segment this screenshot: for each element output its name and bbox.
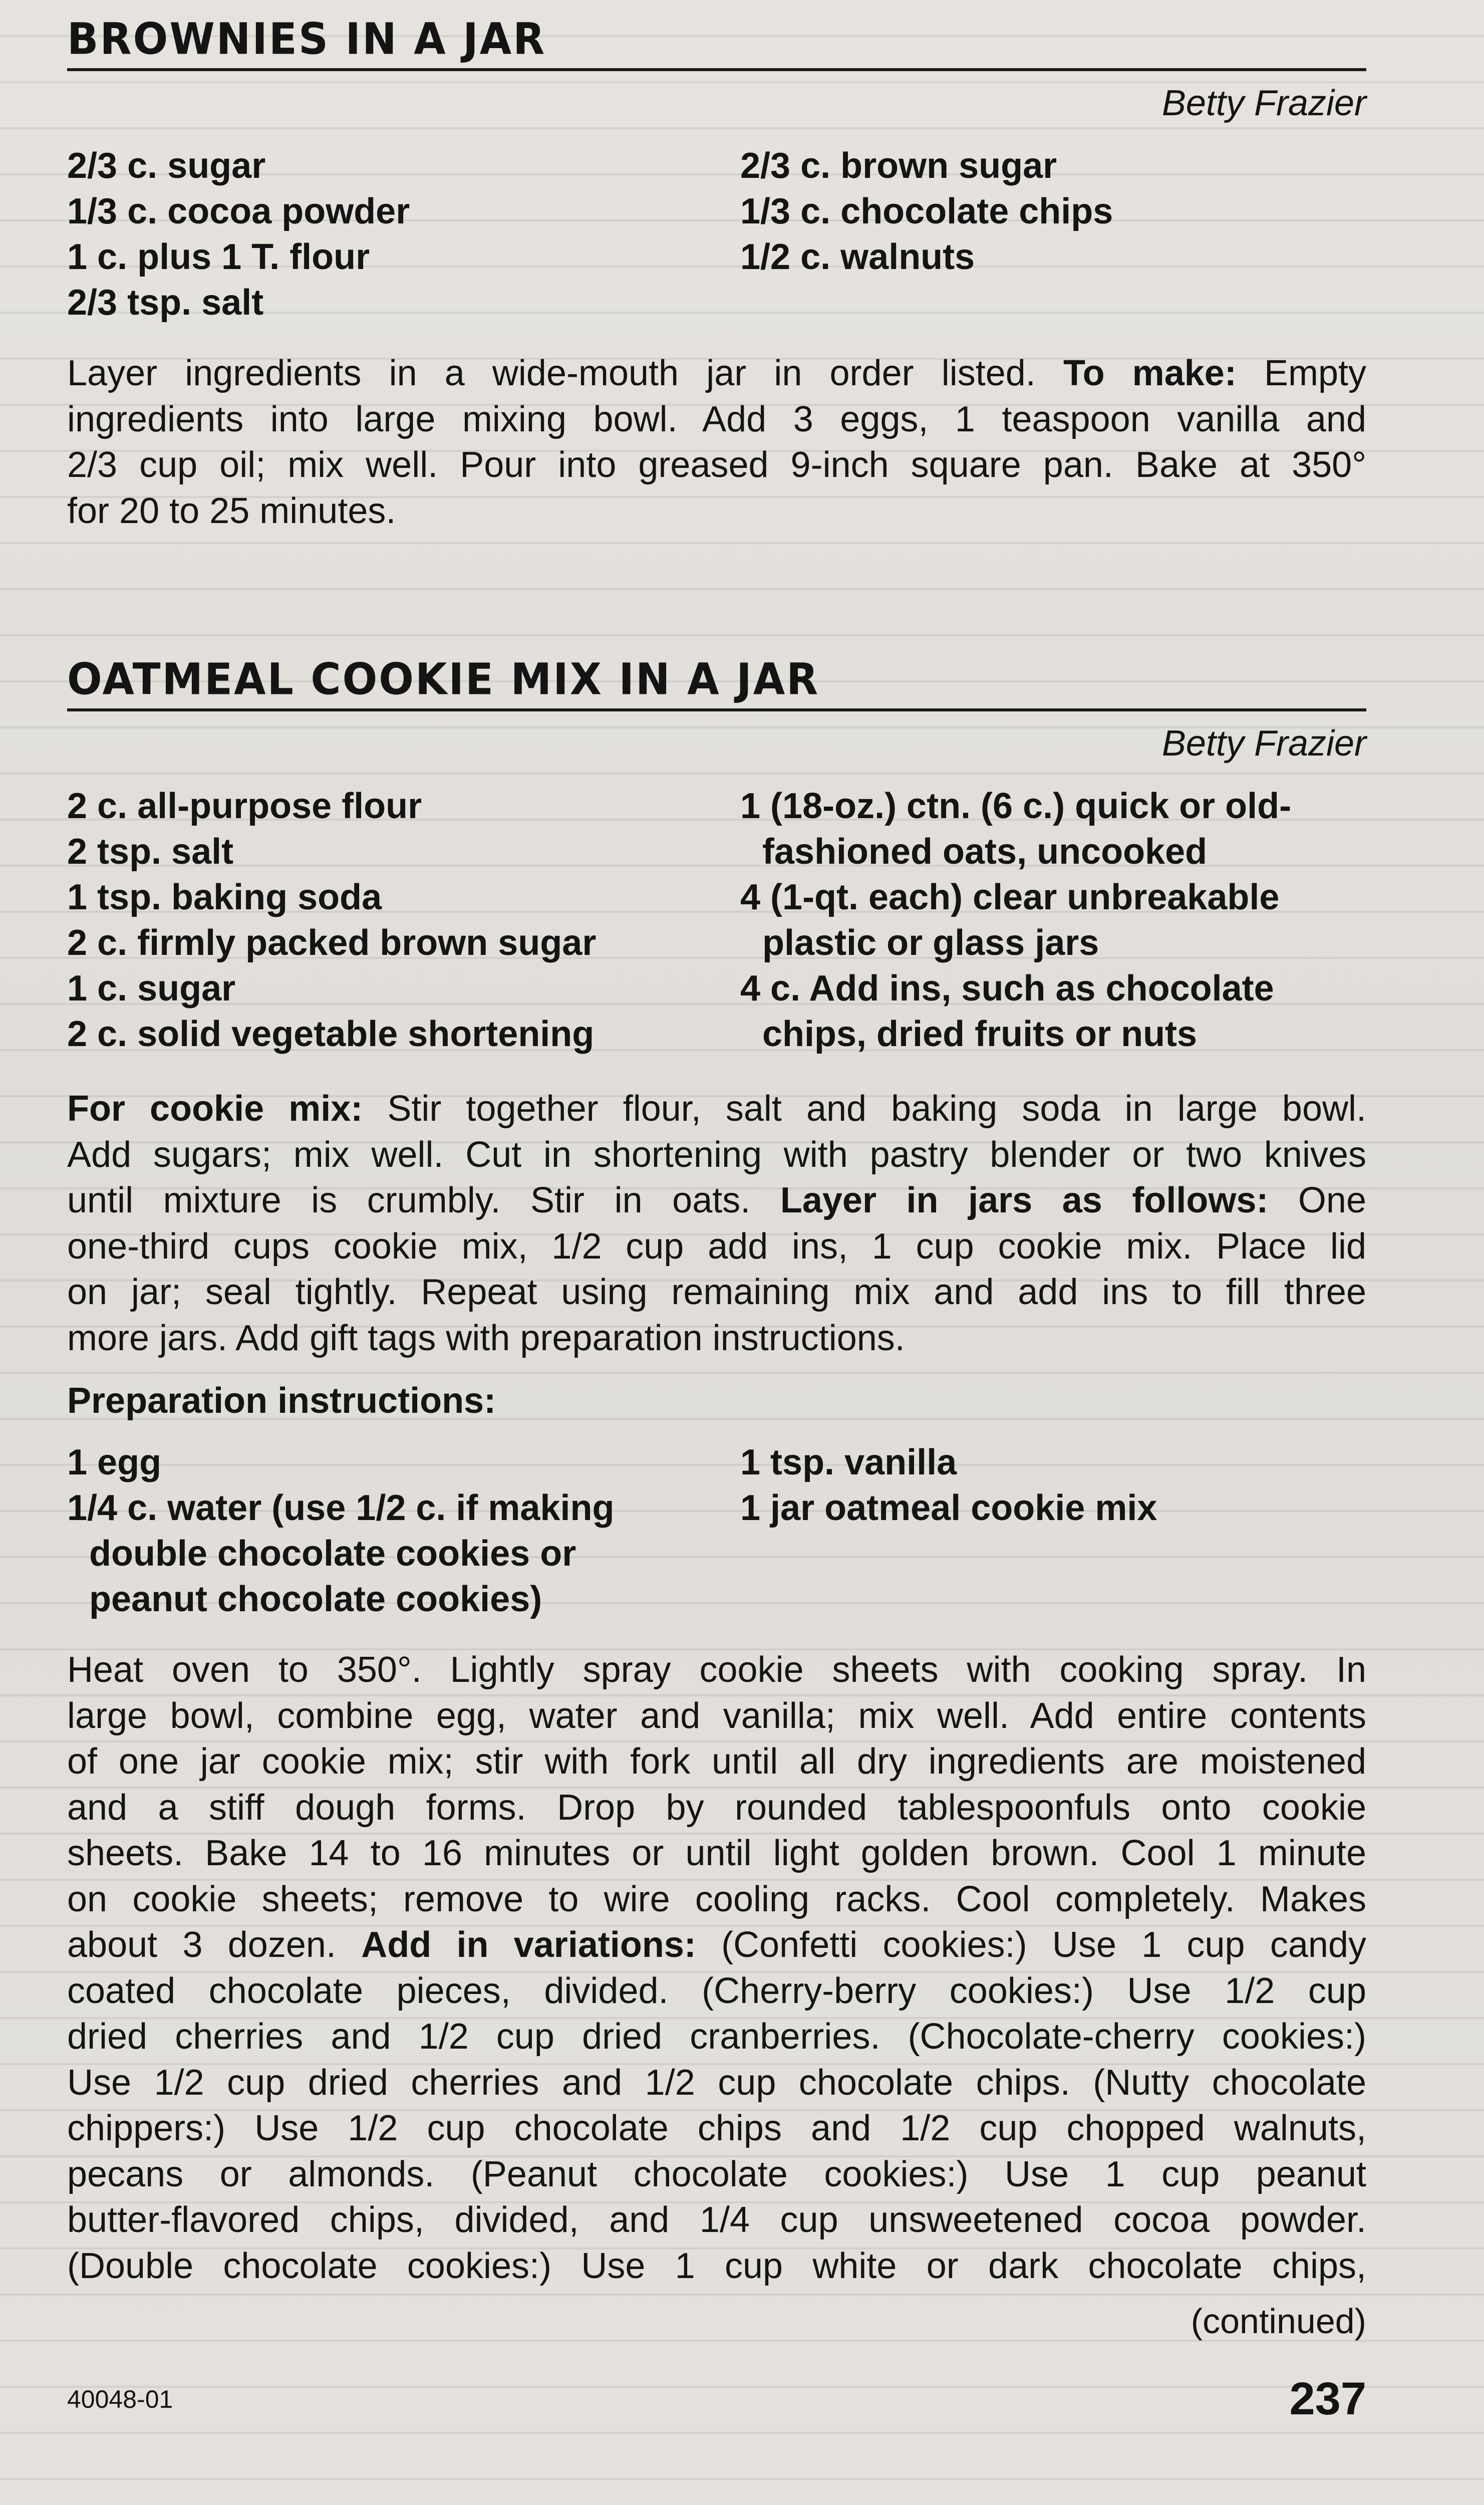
paragraph-line: for 20 to 25 minutes.: [67, 490, 396, 531]
title-rule: [67, 68, 1366, 71]
ingredient-item: 1/3 c. chocolate chips: [740, 191, 1113, 231]
text-run: Stir together flour, salt and baking soda in large bowl.: [387, 1089, 1366, 1129]
paragraph-line: Add sugars; mix well. Cut in shortening with pastry blender or two knives: [67, 1134, 1366, 1175]
paragraph-line: sheets. Bake 14 to 16 minutes or until light golden brown. Cool 1 minute: [67, 1833, 1366, 1873]
text-run: about 3 dozen.: [67, 1925, 336, 1965]
paragraph-line: Heat oven to 350°. Lightly spray cookie sheets with cooking spray. In: [67, 1650, 1366, 1690]
ingredient-item: 2/3 c. brown sugar: [740, 146, 1057, 186]
paragraph-line: coated chocolate pieces, divided. (Cherry-berry cookies:) Use 1/2 cup: [67, 1970, 1366, 2011]
footer-code: 40048-01: [67, 2385, 173, 2413]
ingredient-item: 2 c. solid vegetable shortening: [67, 1014, 595, 1054]
prep-item: 1 egg: [67, 1442, 162, 1482]
prep-item: 1 tsp. vanilla: [740, 1442, 957, 1482]
ingredient-item: 2/3 tsp. salt: [67, 283, 264, 323]
ingredient-item: 2 c. firmly packed brown sugar: [67, 923, 597, 963]
ingredient-item: plastic or glass jars: [762, 923, 1099, 963]
ingredient-item: 1 c. plus 1 T. flour: [67, 237, 370, 277]
baking-directions: [67, 1647, 1366, 2289]
prep-item: 1 jar oatmeal cookie mix: [740, 1488, 1157, 1528]
paragraph-line: large bowl, combine egg, water and vanilla; mix well. Add entire contents: [67, 1695, 1366, 1736]
ingredient-item: 2/3 c. sugar: [67, 146, 266, 186]
ingredients-right-column: [740, 784, 1291, 1057]
ingredient-item: 1 tsp. baking soda: [67, 877, 382, 917]
bold-lead: For cookie mix:: [67, 1089, 363, 1129]
paragraph-line: and a stiff dough forms. Drop by rounded tablespoonfuls onto cookie: [67, 1787, 1366, 1828]
recipe-author: Betty Frazier: [1161, 83, 1366, 123]
ingredient-item: 1/3 c. cocoa powder: [67, 191, 410, 231]
ingredient-item: 1 c. sugar: [67, 968, 236, 1009]
prep-right-column: [740, 1440, 1157, 1531]
paragraph-line: (Double chocolate cookies:) Use 1 cup white or dark chocolate chips,: [67, 2245, 1366, 2286]
ingredients-right-column: [740, 143, 1113, 280]
recipe-title-brownies: BROWNIES IN A JAR: [67, 14, 546, 65]
ingredient-item: chips, dried fruits or nuts: [762, 1014, 1198, 1054]
paragraph-line: [67, 1922, 1366, 1968]
text-run: One: [1298, 1180, 1366, 1220]
paragraph-line: one-third cups cookie mix, 1/2 cup add ins, 1 cup cookie mix. Place lid: [67, 1226, 1366, 1267]
page-number: 237: [1289, 2373, 1366, 2424]
ingredient-item: 2 c. all-purpose flour: [67, 786, 422, 826]
prep-item: peanut chocolate cookies): [89, 1579, 542, 1619]
cookie-mix-directions: [67, 1086, 1366, 1361]
ingredient-item: 4 (1-qt. each) clear unbreakable: [740, 877, 1280, 917]
bold-lead: Layer in jars as follows:: [780, 1180, 1269, 1220]
paragraph-line: more jars. Add gift tags with preparation instructions.: [67, 1318, 905, 1358]
text-run: (Confetti cookies:) Use 1 cup candy: [721, 1925, 1367, 1965]
text-run: Layer ingredients in a wide-mouth jar in order listed.: [67, 353, 1036, 393]
paragraph-line: butter-flavored chips, divided, and 1/4 cup unsweetened cocoa powder.: [67, 2200, 1366, 2240]
paragraph-line: 2/3 cup oil; mix well. Pour into greased 9-inch square pan. Bake at 350°: [67, 445, 1366, 485]
prep-item: 1/4 c. water (use 1/2 c. if making: [67, 1488, 615, 1528]
preparation-heading: Preparation instructions:: [67, 1381, 496, 1421]
bold-lead: Add in variations:: [361, 1925, 696, 1965]
continued-note: (continued): [1191, 2302, 1366, 2341]
ingredient-item: 4 c. Add ins, such as chocolate: [740, 968, 1274, 1009]
paragraph-line: ingredients into large mixing bowl. Add 3 eggs, 1 teaspoon vanilla and: [67, 399, 1366, 439]
paragraph-line: dried cherries and 1/2 cup dried cranberries. (Chocolate-cherry cookies:): [67, 2017, 1366, 2057]
title-rule: [67, 708, 1366, 711]
paragraph-line: on jar; seal tightly. Repeat using remaining mix and add ins to fill three: [67, 1272, 1366, 1312]
ingredients-left-column: [67, 143, 410, 326]
recipe-title-oatmeal: OATMEAL COOKIE MIX IN A JAR: [67, 654, 820, 705]
ingredient-item: 2 tsp. salt: [67, 832, 234, 872]
paragraph-line: [67, 351, 1366, 397]
ingredient-item: 1/2 c. walnuts: [740, 237, 975, 277]
text-run: until mixture is crumbly. Stir in oats.: [67, 1180, 751, 1220]
paragraph-line: on cookie sheets; remove to wire cooling racks. Cool completely. Makes: [67, 1879, 1366, 1919]
paragraph-line: pecans or almonds. (Peanut chocolate cookies:) Use 1 cup peanut: [67, 2154, 1366, 2194]
ingredients-left-column: [67, 784, 596, 1057]
ingredient-item: fashioned oats, uncooked: [762, 832, 1208, 872]
paragraph-line: chippers:) Use 1/2 cup chocolate chips and 1/2 cup chopped walnuts,: [67, 2108, 1366, 2148]
prep-item: double chocolate cookies or: [89, 1534, 576, 1574]
prep-left-column: [67, 1440, 614, 1622]
paragraph-line: [67, 1178, 1366, 1224]
ingredient-item: 1 (18-oz.) ctn. (6 c.) quick or old-: [740, 786, 1292, 826]
paragraph-line: Use 1/2 cup dried cherries and 1/2 cup chocolate chips. (Nutty chocolate: [67, 2062, 1366, 2103]
paragraph-line: [67, 1086, 1366, 1132]
bold-lead: To make:: [1063, 353, 1237, 393]
brownie-directions: [67, 351, 1366, 534]
paragraph-line: of one jar cookie mix; stir with fork until all dry ingredients are moistened: [67, 1741, 1366, 1782]
recipe-author: Betty Frazier: [1161, 723, 1366, 764]
text-run: Empty: [1264, 353, 1366, 393]
